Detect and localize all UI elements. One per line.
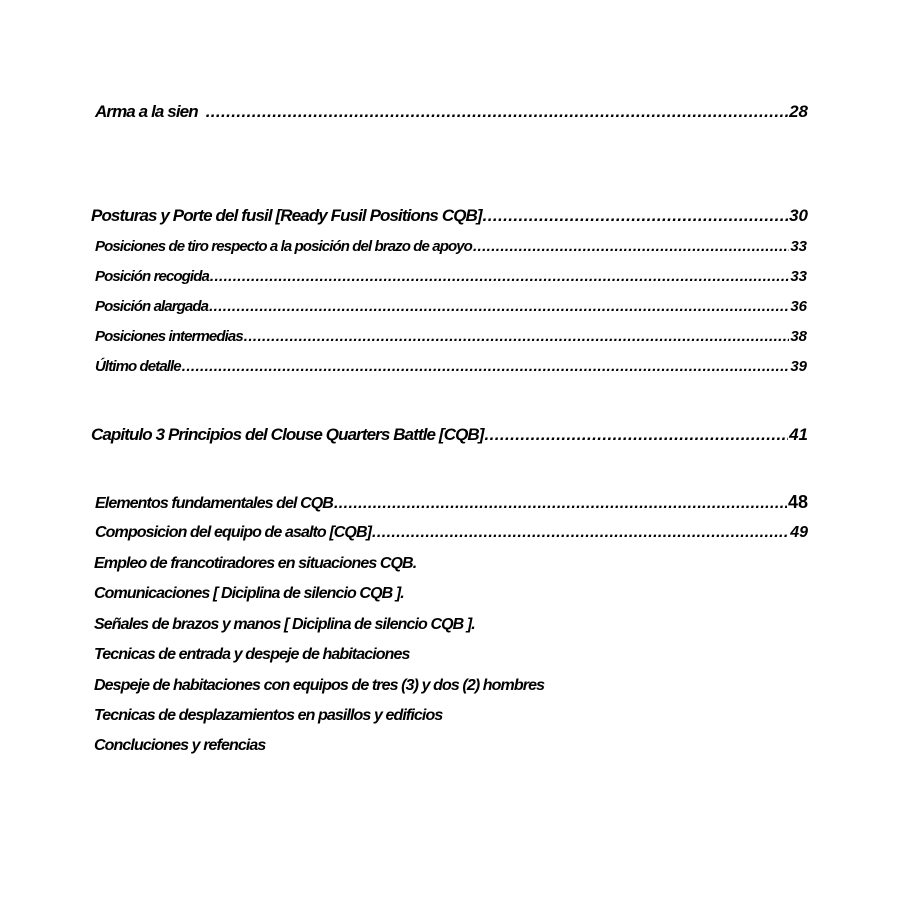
toc-entry-label: Posiciones de tiro respecto a la posición del brazo de apoyo xyxy=(95,238,472,255)
toc-plain-entry[interactable]: Comunicaciones [ Diciplina de silencio CQB ]. xyxy=(94,585,404,602)
dot-leader xyxy=(334,495,787,513)
toc-entry-label: Posiciones intermedias xyxy=(95,328,243,345)
toc-entry-page-number: 41 xyxy=(789,425,808,444)
toc-entry-page-number: 33 xyxy=(790,268,807,285)
dot-leader xyxy=(485,425,789,445)
toc-entry-posicion-alargada[interactable] xyxy=(95,298,807,315)
dot-leader xyxy=(182,358,790,375)
toc-plain-entry[interactable]: Tecnicas de desplazamientos en pasillos y edificios xyxy=(94,707,443,724)
dot-leader xyxy=(210,268,789,285)
toc-entry-posturas-porte-fusil[interactable] xyxy=(91,206,808,226)
toc-entry-ultimo-detalle[interactable] xyxy=(95,358,807,375)
dot-leader xyxy=(483,206,788,226)
toc-entry-page-number: 30 xyxy=(789,206,808,225)
dot-leader xyxy=(206,102,788,122)
toc-entry-label: Composicion del equipo de asalto [CQB] xyxy=(95,524,372,541)
toc-entry-label: Elementos fundamentales del CQB xyxy=(95,495,333,512)
toc-plain-entry[interactable]: Señales de brazos y manos [ Diciplina de silencio CQB ]. xyxy=(94,616,475,633)
toc-entry-label: Posición recogida xyxy=(95,268,209,285)
toc-entry-label: Posturas y Porte del fusil [Ready Fusil Positions CQB] xyxy=(91,206,482,225)
toc-entry-page-number: 28 xyxy=(789,102,808,121)
toc-entry-page-number: 33 xyxy=(790,238,807,255)
toc-entry-label: Capitulo 3 Principios del Clouse Quarters Battle [CQB] xyxy=(91,425,484,444)
toc-entry-posicion-recogida[interactable] xyxy=(95,268,807,285)
dot-leader xyxy=(372,524,789,542)
toc-entry-label: Arma a la sien xyxy=(95,102,198,121)
toc-entry-page-number: 49 xyxy=(790,524,808,541)
dot-leader xyxy=(244,328,790,345)
toc-entry-page-number: 48 xyxy=(787,492,808,512)
toc-plain-entry[interactable]: Concluciones y refencias xyxy=(94,737,266,754)
toc-entry-elementos-fundamentales[interactable] xyxy=(95,492,808,513)
toc-plain-entry[interactable]: Despeje de habitaciones con equipos de tres (3) y dos (2) hombres xyxy=(94,677,545,694)
toc-entry-page-number: 39 xyxy=(790,358,807,375)
toc-entry-page-number: 36 xyxy=(790,298,807,315)
toc-plain-entry[interactable]: Empleo de francotiradores en situaciones CQB. xyxy=(94,555,417,572)
toc-entry-posiciones-tiro[interactable] xyxy=(95,238,807,255)
toc-plain-entry[interactable]: Tecnicas de entrada y despeje de habitaciones xyxy=(94,646,410,663)
dot-leader xyxy=(473,238,789,255)
toc-entry-page-number: 38 xyxy=(790,328,807,345)
toc-entry-label: Posición alargada xyxy=(95,298,209,315)
toc-entry-capitulo-3[interactable] xyxy=(91,425,808,445)
toc-entry-label: Último detalle xyxy=(95,358,181,375)
toc-entry-posiciones-intermedias[interactable] xyxy=(95,328,807,345)
dot-leader xyxy=(209,298,789,315)
toc-entry-arma-a-la-sien[interactable] xyxy=(95,102,808,122)
toc-entry-composicion-equipo[interactable] xyxy=(95,524,808,542)
